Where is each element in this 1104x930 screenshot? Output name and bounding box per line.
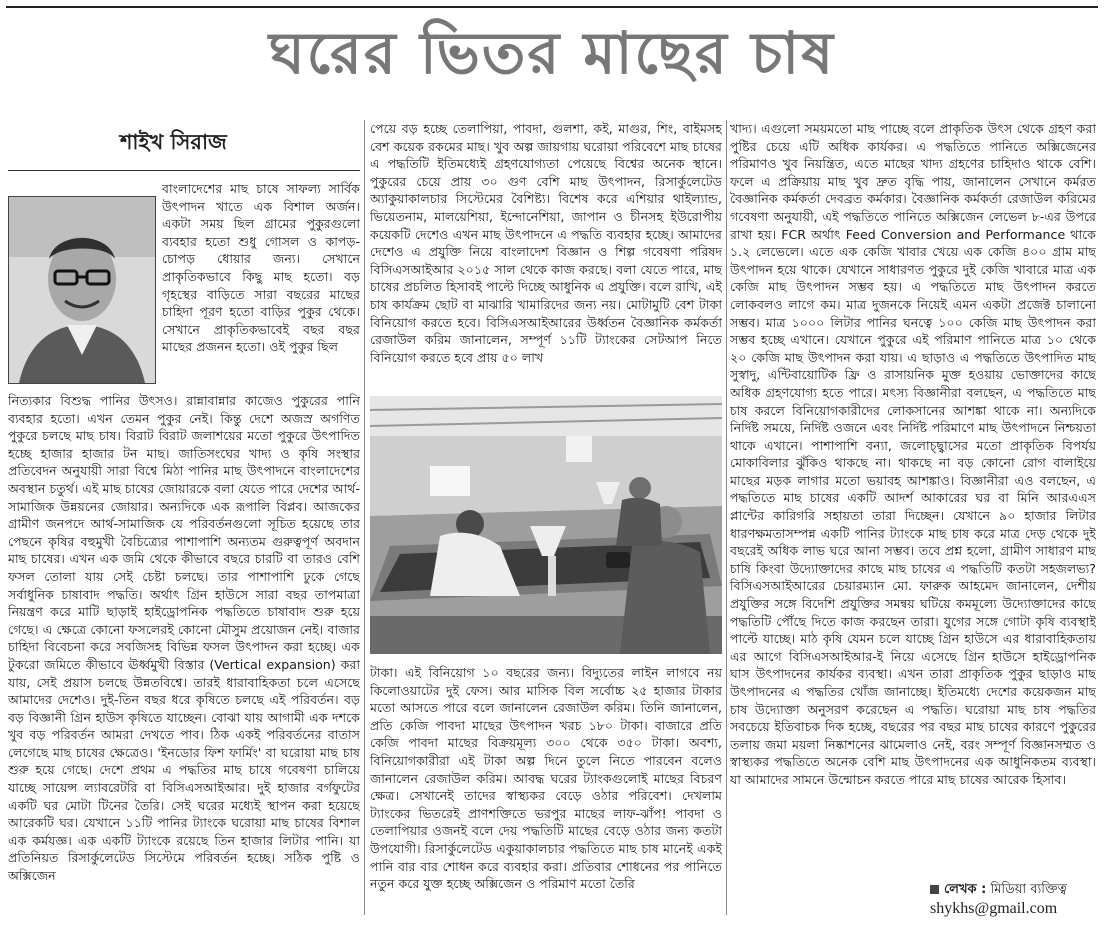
article-column-2-bottom xyxy=(370,664,722,920)
paragraph: পেয়ে বড় হচ্ছে তেলাপিয়া, পাবদা, গুলশা, কই, মাগুর, শিং, বাইমসহ বেশ কয়েক রকমের মাছ। খুব অল্প জায়গায় ঘরোয়া পরিবেশে মাছ চাষের এ পদ্ধতিটি ইতিমধ্যেই গ্রহণযোগ্যতা পেয়েছে বিশ্বের অনেক স্থানে। পুকুরের চেয়ে প্রায় ৩০ গুণ বেশি মাছ উৎপাদন, রিসার্কুলেটেড অ্যাকুয়াকালচার সিস্টেমের বৈশিষ্ট্য। বিশেষ করে এশিয়ার থাইল্যান্ড, ভিয়েতনাম, মালয়েশিয়া, ইন্দোনেশিয়া, জাপান ও চীনসহ ইউরোপীয় কয়েকটি দেশেও এখন মাছ উৎপাদনে এ পদ্ধতি ব্যবহার হচ্ছে। আমাদের দেশেও এ প্রযুক্তি নিয়ে বাংলাদেশ বিজ্ঞান ও শিল্প গবেষণা পরিষদ বিসিএসআইআর ২০১৫ সাল থেকে কাজ করছে। বলা যেতে পারে, মাছ চাষের প্রচলিত হিসাবই পাল্টে দিচ্ছে আধুনিক এ প্রযুক্তি। বলে রাখি, এই চাষ কার্যক্রম ছোট বা মাঝারি খামারিদের জন্য নয়। মোটামুটি বেশ টাকা বিনিয়োগ করতে হবে। বিসিএসআইআরের উর্ধ্বতন বৈজ্ঞানিক কর্মকর্তা রেজাউল করিম জানালেন, সম্পূর্ণ ১১টি ট্যাংকের সেটআপ নিতে বিনিয়োগ করতে হবে প্রায় ৫০ লাখ xyxy=(370,121,722,365)
paragraph: নিত্যকার বিশুদ্ধ পানির উৎসও। রান্নাবান্নার কাজেও পুকুরের পানি ব্যবহার হতো। এখন তেমন পুকুর নেই। কিন্তু দেশে অজস্র অগণিত পুকুরে চলছে মাছ চাষ। বিরাট বিরাট জলাশয়ের মতো পুকুরে উৎপাদিত হচ্ছে হাজার হাজার টন মাছ। জাতিসংঘের খাদ্য ও কৃষি সংস্থার প্রতিবেদন অনুযায়ী সারা বিশ্বে মিঠা পানির মাছ উৎপাদনে বাংলাদেশের অবস্থান চতুর্থ। এই মাছ চাষের জোয়ারকে বলা যেতে পারে দেশের আর্থ-সামাজিক উন্নয়নের জোয়ার। অন্যদিকে এক রূপালি বিপ্লব। আজকের গ্রামীণ জনপদে আর্থ-সামাজিক যে পরিবর্তনগুলো সূচিত হয়েছে তার পেছনে কৃষির বহুমুখী বৈচিত্র্যের পাশাপাশি অন্যতম গুরুত্বপূর্ণ অবদান মাছ চাষের। এখন এক জমি থেকে কীভাবে বছরে চারটি বা তারও বেশি ফসল তোলা যায় সেই চেষ্টা চলছে। তার পাশাপাশি ঢুকে গেছে সর্বাধুনিক চাষাবাদ পদ্ধতি। অর্থাৎ গ্রিন হাউসে সারা বছর তাপমাত্রা নিয়ন্ত্রণ করে মাটি ছাড়াই হাইড্রোপনিক পদ্ধতিতে চাষাবাদ শুরু হয়ে গেছে। এ ক্ষেত্রে কোনো ফসলেরই কোনো মৌসুম প্রয়োজন নেই। বাজার চাহিদা বিবেচনা করে সবজিসহ বিভিন্ন ফসল উৎপাদন করা হচ্ছে। এক টুকরো জমিতে কীভাবে ঊর্ধ্বমুখী বিস্তার (Vertical expansion) করা যায়, সেই প্রয়াস চলছে উন্নতবিশ্বে। তারই ধারাবাহিকতা চলে এসেছে আমাদের দেশেও। দুই-তিন বছর ধরে কৃষিতে চলছে এই পরিবর্তন। বড় বড় বিজ্ঞানী গ্রিন হাউস কৃষিতে যাচ্ছেন। বোঝা যায় আগামী এক দশকে খুব বড় পরিবর্তন আমরা দেখতে পাব। ঠিক একই পরিবর্তনের বাতাস লেগেছে মাছ চাষের ক্ষেত্রেও। 'ইনডোর ফিশ ফার্মিং' বা ঘরোয়া মাছ চাষ শুরু হয়ে গেছে। দেশে প্রথম এ পদ্ধতির মাছ চাষে গবেষণা চালিয়ে যাচ্ছে সায়েন্স ল্যাবরেটরি বা বিসিএসআইআর। দুই হাজার বর্গফুটের একটি ঘর মোটা টিনের তৈরি। সেই ঘরের মধ্যেই স্থাপন করা হয়েছে আরেকটি ঘর। যেখানে ১১টি পানির ট্যাংকে ঘরোয়া মাছ চাষের বিশাল এক কর্মযজ্ঞ। এক একটি ট্যাংকে রয়েছে তিন হাজার লিটার পানি। যা প্রতিনিয়ত রিসার্কুলেটেড সিস্টেমে পরিবর্তন হচ্ছে। সঠিক পুষ্টি ও অক্সিজেন xyxy=(8,393,360,884)
author-role: মিডিয়া ব্যক্তিত্ব xyxy=(990,882,1067,897)
paragraph: টাকা। এই বিনিয়োগ ১০ বছরের জন্য। বিদ্যুতের লাইন লাগবে নয় কিলোওয়াটের দুই ফেস। আর মাসিক বিল সর্বোচ্চ ২৫ হাজার টাকার মতো আসতে পারে বলে জানালেন রেজাউল করিম। তিনি জানালেন, প্রতি কেজি পাবদা মাছের উৎপাদন খরচ ১৮০ টাকা। বাজারে প্রতি কেজি পাবদা মাছের বিক্রয়মূল্য ৩০০ থেকে ৩৫০ টাকা। অবশ্য, বিনিয়োগকারীরা এই টাকা অল্প দিনে তুলে নিতে পারবেন বলেও জানালেন রেজাউল করিম। আবদ্ধ ঘরের ট্যাংকগুলোই মাছের বিচরণ ক্ষেত্র। সেখানেই তাদের স্বাস্থ্যকর বেড়ে ওঠার পরিবেশ। দেখলাম ট্যাংকের ভিতরেই প্রাণশক্তিতে ভরপুর মাছের লাফ-ঝাঁপ! পাবদা ও তেলাপিয়ার ওজনই বলে দেয় পদ্ধতিটি মাছের বেড়ে ওঠার জন্য কতটা উপযোগী। রিসার্কুলেটেড একুয়াকালচার পদ্ধতিতে মাছ চাষ মানেই একই পানি বার বার শোধন করে ব্যবহার করা। প্রতিবার শোধনের পর পানিতে নতুন করে যুক্ত হচ্ছে অক্সিজেন ও পরিমাণ মতো তৈরি xyxy=(370,665,722,892)
headline: ঘরের ভিতর মাছের চাষ xyxy=(268,19,836,87)
article-column-1-wrap xyxy=(162,180,360,392)
author-portrait-photo xyxy=(9,197,155,383)
article-column-2-top xyxy=(370,120,722,392)
article-column-3 xyxy=(730,120,1096,876)
article-photo xyxy=(370,396,722,654)
byline-rule xyxy=(8,170,360,171)
author-email[interactable]: shykhs@gmail.com xyxy=(930,900,1058,917)
paragraph: বাংলাদেশের মাছ চাষে সাফল্য সার্বিক উৎপাদন খাতে এক বিশাল অর্জন। একটা সময় ছিল গ্রামের পুকুরগুলো ব্যবহার হতো শুধু গোসল ও কাপড়-চোপড় ধোয়ার জন্য। সেখানে প্রাকৃতিকভাবে কিছু মাছ হতো। বড় গৃহস্থের বাড়িতে সারা বছরের মাছের চাহিদা পূরণ হতো বাড়ির পুকুর থেকে। সেখানে প্রাকৃতিকভাবেই বছর বছর মাছের প্রজনন হতো। ওই পুকুর ছিল xyxy=(162,181,360,355)
article-column-1 xyxy=(8,392,360,900)
column-divider xyxy=(726,120,727,915)
top-rule xyxy=(6,6,1098,8)
paragraph: খাদ্য। এগুলো সময়মতো মাছ পাচ্ছে বলে প্রাকৃতিক উৎস থেকে গ্রহণ করা পুষ্টির চেয়ে এটি অধিক কার্যকর। এ পদ্ধতিতে পানিতে অক্সিজেনের পরিমাণও খুব নিয়ন্ত্রিত, এতে মাছের খাদ্য গ্রহণের চাহিদাও থাকে বেশি। ফলে এ প্রক্রিয়ায় মাছ খুব দ্রুত বৃদ্ধি পায়, জানালেন সেখানে কর্মরত বৈজ্ঞানিক কর্মকর্তা দেবব্রত কর্মকার। বৈজ্ঞানিক কর্মকর্তা রেজাউল করিমের গবেষণা অনুযায়ী, এই পদ্ধতিতে পানিতে অক্সিজেন লেভেল ৮-এর উপরে রাখা হয়। FCR অর্থাৎ Feed Conversion and Performance থাকে ১.২ লেভেলে। এতে এক কেজি খাবার খেয়ে এক কেজি ৪০০ গ্রাম মাছ উৎপাদন হয়ে থাকে। যেখানে সাধারণত পুকুরে দুই কেজি খাবারে মাত্র এক কেজি মাছ উৎপাদন সম্ভব হয়। এ পদ্ধতিতে মাছ উৎপাদন করতে লোকবলও লাগে কম। মাত্র দুজনকে নিয়েই এমন একটা প্রজেক্ট চালানো সম্ভব। মাত্র ১০০০ লিটার পানির ঘনত্বে ১০০ কেজি মাছ উৎপাদন করা সম্ভব হচ্ছে এখানে। যেখানে পুকুরে এই পরিমাণ পানিতে মাত্র ১০ থেকে ২০ কেজি মাছ উৎপাদন করা যায়। এ ছাড়াও এ পদ্ধতিতে উৎপাদিত মাছ সুস্বাদু, এন্টিবায়োটিক ফ্রি ও রাসায়নিক মুক্ত হওয়ায় ভোক্তাদের কাছে অধিক গ্রহণযোগ্য হতে পারে। মৎস্য বিজ্ঞানীরা বলছেন, এ পদ্ধতিতে মাছ চাষ করলে বিনিয়োগকারীদের লোকসানের আশঙ্কা থাকে না। অন্যদিকে নির্দিষ্ট সময়ে, নির্দিষ্ট ওজনে এবং নির্দিষ্ট পরিমাণে মাছ উৎপাদনে নিশ্চয়তা থাকে এখানে। পাশাপাশি বন্যা, জলোচ্ছ্বাসের মতো প্রাকৃতিক বিপর্যয় মোকাবিলার ঝুঁকিও থাকছে না। থাকছে না বড় কোনো রোগ বালাইয়ে মাছের মড়ক লাগার মতো ভয়াবহ আশঙ্কাও। বিজ্ঞানীরা এও বলছেন, এ পদ্ধতিতে মাছ চাষের একটি আদর্শ আকারের ঘর বা মিনি আরএএস প্লান্টের কারিগরি সহায়তা তারা দিচ্ছেন। যেখানে ৯০ হাজার লিটার ধারণক্ষমতাসম্পন্ন একটি পানির ট্যাংকে মাছ চাষ করে মাত্র দেড় থেকে দুই বছরেই অধিক লাভ ঘরে আনা সম্ভব। তবে প্রশ্ন হলো, গ্রামীণ সাধারণ মাছ চাষি কিংবা উদ্যোক্তাদের কাছে মাছ চাষের এ পদ্ধতিটি কতটা সহজলভ্য? বিসিএসআইআরের চেয়ারম্যান মো. ফারুক আহমেদ জানালেন, দেশীয় প্রযুক্তির সঙ্গে বিদেশি প্রযুক্তির সমন্বয় ঘটিয়ে কমমূল্যে উদ্যোক্তাদের কাছে পদ্ধতিটি পৌঁছে দিতে কাজ করছেন তারা। যুগের সঙ্গে গোটা কৃষি ব্যবস্থাই পাল্টে যাচ্ছে। মাঠ কৃষি যেমন চলে যাচ্ছে গ্রিন হাউসে এর ধারাবাহিকতায় এর আগে বিসিএসআইআর-ই নিয়ে এসেছে গ্রিন হাউসে হাইড্রোপনিক ঘাস উৎপাদনের কার্যকর ব্যবস্থা। এখন তারা প্রাকৃতিক পুকুর ছাড়াও মাছ উৎপাদনের এ পদ্ধতির খোঁজ জানাচ্ছে। ইতিমধ্যে দেশের কয়েকজন মাছ চাষ উদ্যোক্তা অনুসরণ করেছেন এ পদ্ধতি। ঘরোয়া মাছ চাষ পদ্ধতির সবচেয়ে ইতিবাচক দিক হচ্ছে, বছরের পর বছর মাছ চাষের কারণে পুকুরের তলায় জমা ময়লা নিষ্কাশনের ঝামেলাও নেই, বরং সম্পূর্ণ বিজ্ঞানসম্মত ও স্বাস্থ্যকর পদ্ধতিতে অনেক বেশি মাছ উৎপাদনের এক আধুনিকতম ব্যবস্থা। যা আমাদের সামনে উন্মোচন করতে পারে মাছ চাষের আরেক হিসাব। xyxy=(730,121,1096,787)
indoor-fish-tank-photo xyxy=(370,396,722,654)
author-portrait xyxy=(8,196,156,384)
author-note xyxy=(930,880,1096,901)
square-bullet-icon xyxy=(930,885,939,894)
byline: শাইখ সিরাজ xyxy=(120,130,227,154)
column-divider xyxy=(364,120,365,915)
author-label: লেখক : xyxy=(944,882,987,897)
